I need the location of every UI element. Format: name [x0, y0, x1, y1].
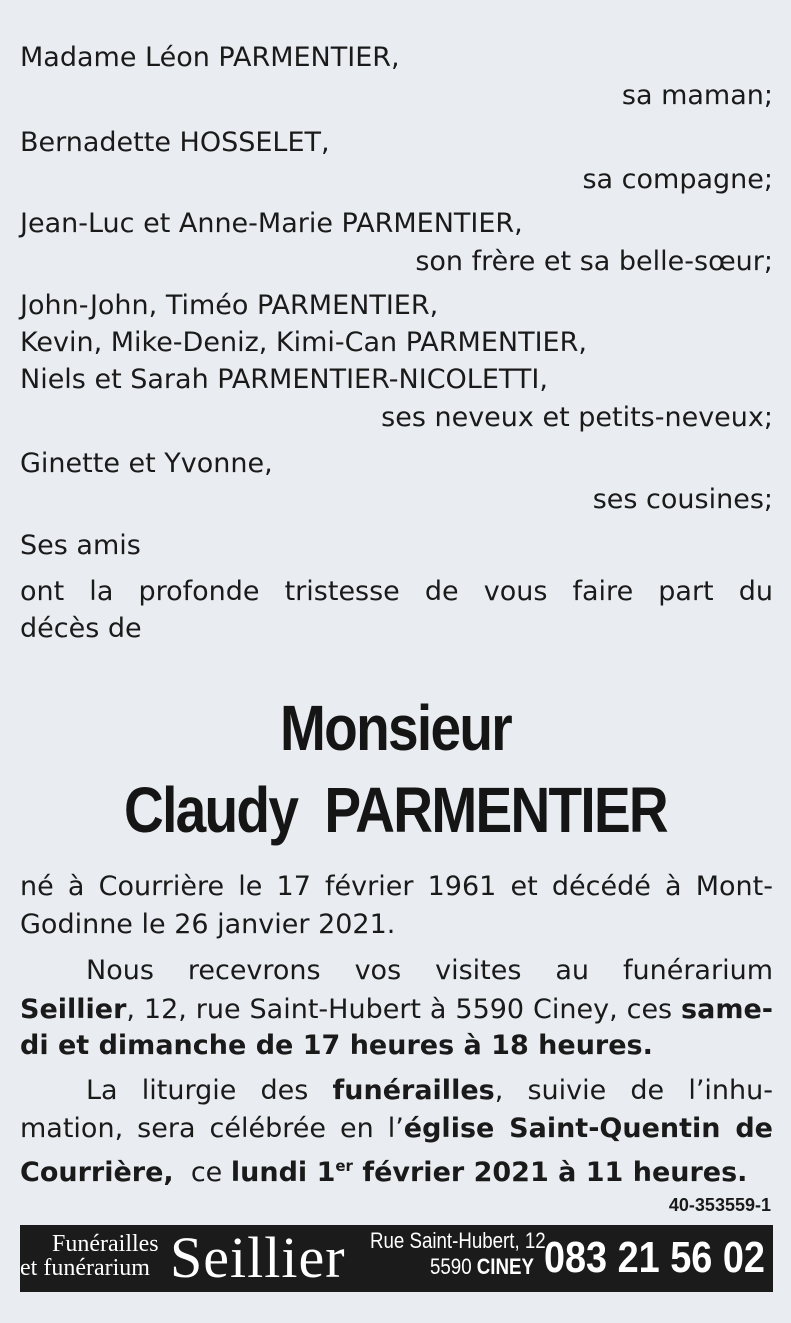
banner-brand: Seillier	[170, 1225, 346, 1290]
cousins-names: Ginette et Yvonne,	[20, 448, 273, 479]
nephews-line-2: Kevin, Mike-Deniz, Kimi-Can PARMENTIER,	[20, 327, 587, 358]
church-name: église Saint-Quentin de	[403, 1113, 773, 1144]
banner-label-line-1: Funérailles	[52, 1231, 159, 1257]
birth-line-1: né à Courrière le 17 février 1961 et décédé à Mont-	[20, 871, 773, 902]
banner-address-line-2: 5590 CINEY	[430, 1254, 534, 1279]
funeral-home-banner	[20, 1225, 773, 1292]
reference-number: 40-353559-1	[668, 1195, 771, 1215]
funeral-line-1: La liturgie des funérailles, suivie de l’inhu-	[86, 1075, 773, 1106]
partner-relation: sa compagne;	[582, 164, 773, 195]
birth-line-2: Godinne le 26 janvier 2021.	[20, 909, 396, 940]
brother-relation: son frère et sa belle-sœur;	[415, 246, 773, 277]
banner-phone: 083 21 56 02	[544, 1233, 765, 1282]
brother-names: Jean-Luc et Anne-Marie PARMENTIER,	[20, 208, 523, 239]
cousins-relation: ses cousines;	[592, 484, 773, 515]
nephews-line-1: John-John, Timéo PARMENTIER,	[20, 290, 439, 321]
deceased-name: Claudy PARMENTIER	[124, 774, 667, 846]
funeral-line-2: mation, sera célébrée en l’église Saint-Quentin de	[20, 1113, 773, 1144]
announcement-line-1: ont la profonde tristesse de vous faire part du	[20, 576, 773, 607]
funeral-home-name: Seillier	[20, 994, 127, 1025]
visit-line-2: Seillier, 12, rue Saint-Hubert à 5590 Ciney, ces same-	[20, 994, 773, 1025]
nephews-line-3: Niels et Sarah PARMENTIER-NICOLETTI,	[20, 364, 548, 395]
friends: Ses amis	[20, 530, 141, 561]
funeral-line-3: Courrière, ce lundi 1er février 2021 à 11 heures.	[20, 1157, 748, 1188]
banner-address-line-1: Rue Saint-Hubert, 12	[370, 1228, 546, 1253]
announcement-line-2: décès de	[20, 613, 142, 644]
partner-name: Bernadette HOSSELET,	[20, 127, 330, 158]
visit-line-1: Nous recevrons vos visites au funérarium	[86, 955, 773, 986]
nephews-relation: ses neveux et petits-neveux;	[381, 402, 773, 433]
banner-label-line-2: et funérarium	[20, 1255, 150, 1281]
deceased-title: Monsieur	[280, 692, 511, 764]
visit-line-3: di et dimanche de 17 heures à 18 heures.	[20, 1030, 653, 1061]
mother-relation: sa maman;	[621, 80, 773, 111]
mother-name: Madame Léon PARMENTIER,	[20, 42, 400, 73]
